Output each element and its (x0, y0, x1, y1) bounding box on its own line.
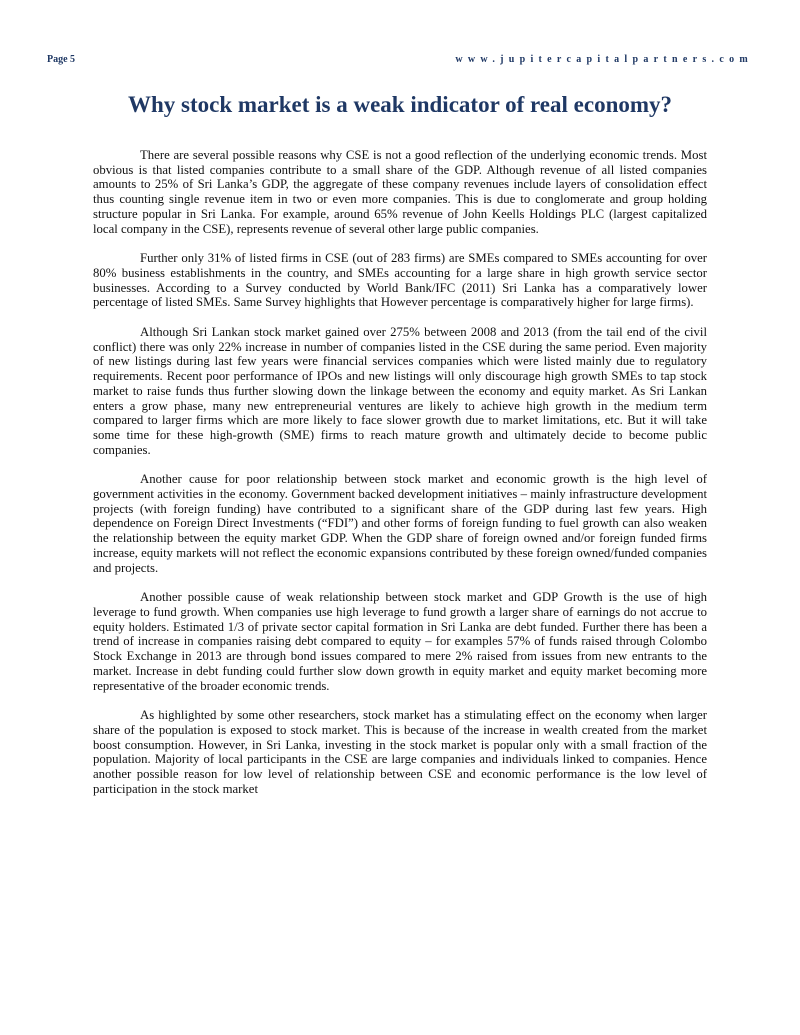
paragraph: Further only 31% of listed firms in CSE (out of 283 firms) are SMEs compared to SMEs accounting for over 80% business establishments in the country, and SMEs accounting for a large share in high growth service sector businesses. According to a Survey conducted by World Bank/IFC (2011) Sri Lanka has a comparatively lower percentage of listed SMEs. Same Survey highlights that However percentage is comparatively higher for large firms). (93, 251, 707, 310)
paragraph: Another possible cause of weak relationship between stock market and GDP Growth is the use of high leverage to fund growth. When companies use high leverage to fund growth a larger share of earnings do not accrue to equity holders. Estimated 1/3 of private sector capital formation in Sri Lanka are debt funded. Further there has been a trend of increase in companies raising debt compared to equity – for examples 57% of funds raised through Colombo Stock Exchange in 2013 are through bond issues compared to mere 2% raised from issues from new entrants to the market. Increase in debt funding could further slow down growth in equity market and equity market becoming more representative of the broader economic trends. (93, 590, 707, 693)
body-text (93, 148, 707, 796)
page-number: Page 5 (47, 54, 76, 65)
paragraph: As highlighted by some other researchers, stock market has a stimulating effect on the economy when larger share of the population is exposed to stock market. This is because of the increase in wealth created from the market boost consumption. However, in Sri Lanka, investing in the stock market is popular only with a small fraction of the population. Majority of local participants in the CSE are large companies and individuals linked to companies. Hence another possible reason for low level of relationship between CSE and economic performance is the low level of participation in the stock market (93, 708, 707, 796)
page-title: Why stock market is a weak indicator of real economy? (127, 92, 673, 117)
paragraph: There are several possible reasons why CSE is not a good reflection of the underlying economic trends. Most obvious is that listed companies contribute to a small share of the GDP. Although revenue of all listed companies amounts to 25% of Sri Lanka’s GDP, the aggregate of these company revenues include layers of consolidation effect thus counting single revenue item in two or even more companies. This is due to conglomerate and group holding structure popular in Sri Lanka. For example, around 65% revenue of John Keells Holdings PLC (largest capitalized local company in the CSE), represents revenue of several other large public companies. (93, 148, 707, 236)
paragraph: Although Sri Lankan stock market gained over 275% between 2008 and 2013 (from the tail end of the civil conflict) there was only 22% increase in number of companies listed in the CSE during the same period. Even majority of new listings during last few years were financial services companies which were listed mainly due to regulatory requirements. Recent poor performance of IPOs and new listings will only discourage high growth SMEs to tap stock market to raise funds thus further slowing down the linkage between the economy and equity market. As Sri Lankan enters a grow phase, many new entrepreneurial ventures are likely to achieve high growth in the medium term compared to larger firms which are more likely to face slower growth due to market limitations, etc. But it will take some time for these high-growth (SME) firms to reach mature growth and ultimately decide to become public companies. (93, 325, 707, 457)
website-url: www.jupitercapitalpartners.com (455, 54, 753, 65)
paragraph: Another cause for poor relationship between stock market and economic growth is the high level of government activities in the economy. Government backed development initiatives – mainly infrastructure development projects (with foreign funding) have contributed to a significant share of the GDP during last few years. High dependence on Foreign Direct Investments (“FDI”) and other forms of foreign funding to fuel growth can also weaken the relationship between the equity market GDP. When the GDP share of foreign owned and/or foreign funded firms increase, equity markets will not reflect the economic expansions contributed by these foreign owned/funded companies and projects. (93, 472, 707, 575)
